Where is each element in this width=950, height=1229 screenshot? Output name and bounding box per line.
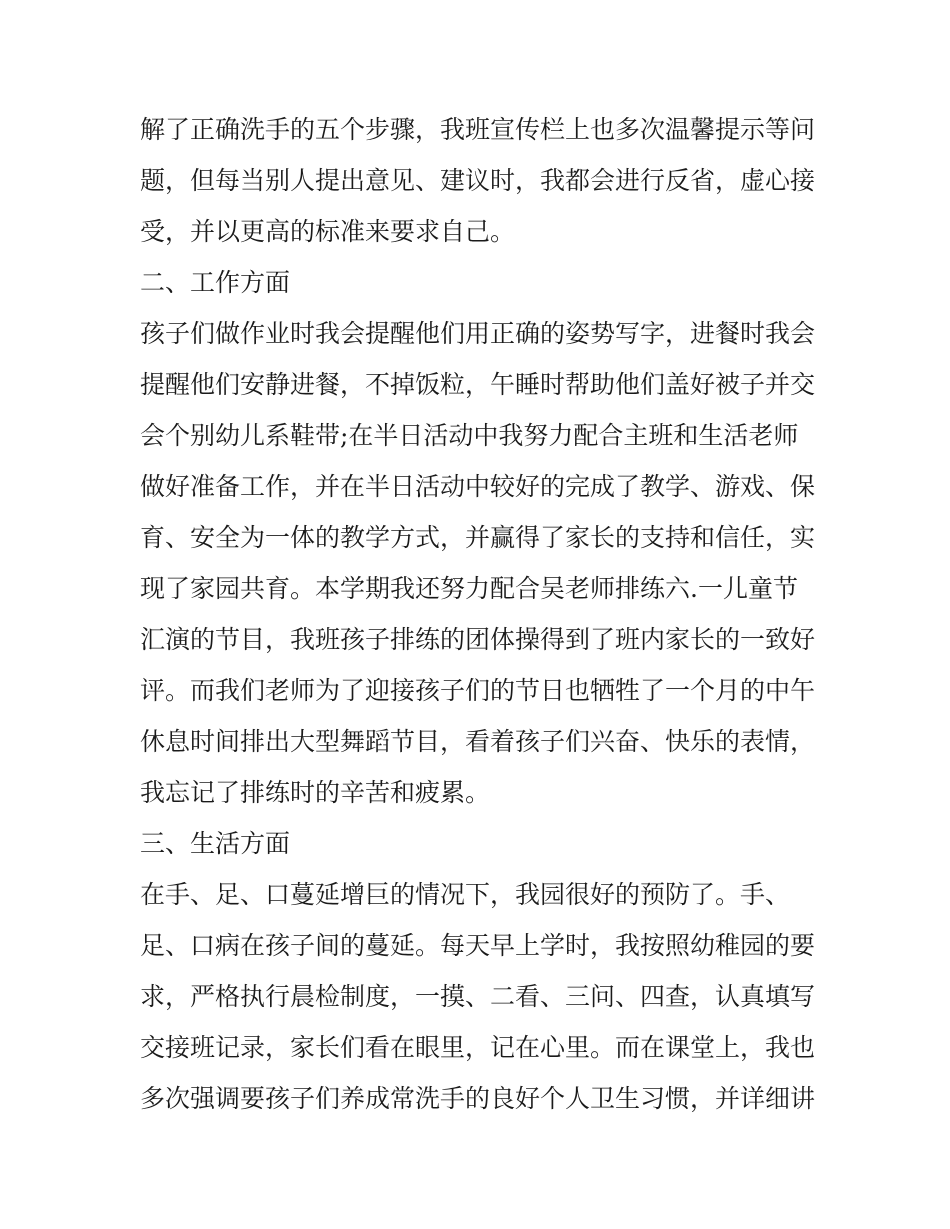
text-line: 题，但每当别人提出意见、建议时，我都会进行反省，虚心接 [140,166,816,195]
text-line: 解了正确洗手的五个步骤，我班宣传栏上也多次温馨提示等问 [140,115,816,144]
text-line: 会个别幼儿系鞋带;在半日活动中我努力配合主班和生活老师 [140,421,799,450]
text-line: 做好准备工作，并在半日活动中较好的完成了教学、游戏、保 [140,472,816,501]
text-line: 在手、足、口蔓延增巨的情况下，我园很好的预防了。手、 [140,880,791,909]
text-line: 汇演的节目，我班孩子排练的团体操得到了班内家长的一致好 [140,625,816,654]
text-line: 育、安全为一体的教学方式，并赢得了家长的支持和信任，实 [140,523,816,552]
text-line: 孩子们做作业时我会提醒他们用正确的姿势写字，进餐时我会 [140,319,816,348]
text-line: 交接班记录，家长们看在眼里，记在心里。而在课堂上，我也 [140,1033,816,1062]
document-body [140,104,820,1124]
section-heading-life: 三、生活方面 [140,829,291,858]
text-line: 多次强调要孩子们养成常洗手的良好个人卫生习惯，并详细讲 [140,1084,816,1113]
text-line: 休息时间排出大型舞蹈节目，看着孩子们兴奋、快乐的表情， [140,727,816,756]
section-heading-work: 二、工作方面 [140,268,291,297]
text-line: 我忘记了排练时的辛苦和疲累。 [140,778,491,807]
text-line: 现了家园共育。本学期我还努力配合吴老师排练六.一儿童节 [140,574,798,603]
text-line: 提醒他们安静进餐，不掉饭粒，午睡时帮助他们盖好被子并交 [140,370,816,399]
text-line: 评。而我们老师为了迎接孩子们的节日也牺牲了一个月的中午 [140,676,816,705]
text-line: 足、口病在孩子间的蔓延。每天早上学时，我按照幼稚园的要 [140,931,816,960]
text-line: 求，严格执行晨检制度，一摸、二看、三问、四查，认真填写 [140,982,816,1011]
text-line: 受，并以更高的标准来要求自己。 [140,217,516,246]
